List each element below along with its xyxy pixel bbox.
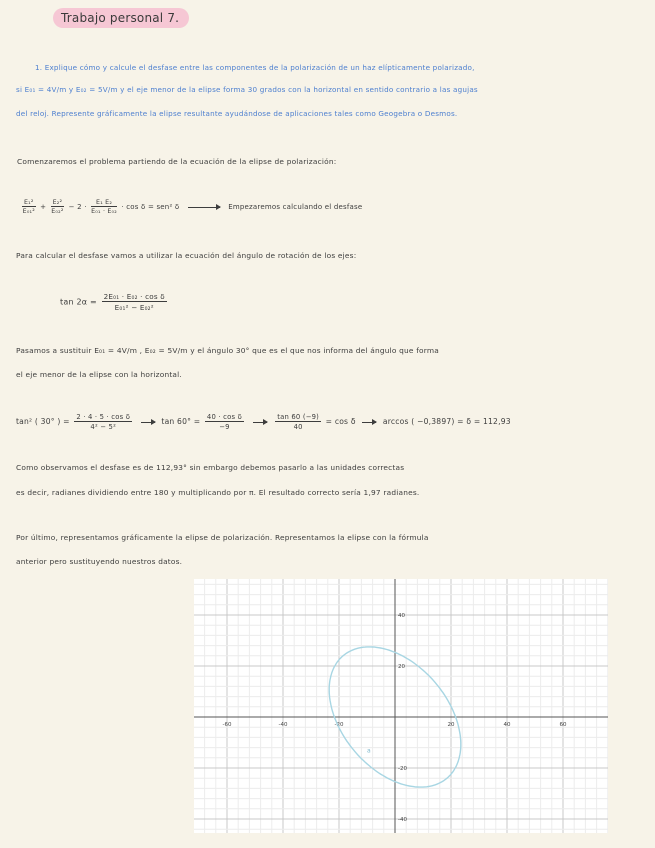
numerator: E₂²: [52, 199, 63, 206]
final-text-1: Por último, representamos gráficamente la elipse de polarización. Representamos la elipse con la fórmula: [16, 533, 429, 542]
arrow-right-icon: [188, 207, 220, 208]
equation-note: Empezaremos calculando el desfase: [228, 203, 363, 211]
conclusion-text-1: Como observamos el desfase es de 112,93° sin embargo debemos pasarlo a las unidades correctas: [16, 463, 405, 472]
ellipse-graph: [194, 579, 608, 833]
denominator: E₀₁ · E₀₂: [91, 208, 117, 215]
fraction: [275, 413, 321, 431]
operator: +: [40, 203, 47, 211]
fraction: [205, 413, 244, 431]
substitution-text-1: Pasamos a sustituir E₀₁ = 4V/m , E₀₂ = 5V/m y el ángulo 30° que es el que nos informa del ángulo que forma: [16, 346, 439, 355]
equation-part: tan 60° =: [161, 417, 201, 426]
y-tick-label: -40: [398, 817, 407, 823]
page-title: Trabajo personal 7.: [53, 8, 189, 28]
final-text-2: anterior pero sustituyendo nuestros datos.: [16, 557, 183, 566]
point-label: a: [367, 747, 371, 755]
arrow-right-icon: [362, 422, 376, 423]
problem-line-2: si E₀₁ = 4V/m y E₀₂ = 5V/m y el eje menor de la elipse forma 30 grados con la horizontal en sentido contrario a las agujas: [16, 85, 478, 94]
ellipse-equation: [20, 199, 362, 215]
x-tick-label: -20: [334, 722, 344, 728]
equation-lhs: tan 2α =: [60, 297, 97, 307]
numerator: tan 60 (−9): [277, 413, 320, 421]
fraction: [74, 413, 132, 431]
equation-part: tan² ( 30° ) =: [16, 417, 70, 426]
operator: − 2 ·: [68, 203, 87, 211]
solution-equation: [16, 413, 511, 431]
fraction: [91, 199, 117, 215]
denominator: −9: [219, 423, 230, 431]
denominator: E₀₁² − E₀₂²: [114, 303, 154, 312]
conclusion-text-2: es decir, radianes dividiendo entre 180 y multiplicando por π. El resultado correcto sería 1,97 radianes.: [16, 488, 420, 497]
x-tick-label: 40: [503, 722, 511, 728]
denominator: 40: [293, 423, 303, 431]
problem-line-3: del reloj. Represente gráficamente la elipse resultante ayudándose de aplicaciones tales como Geogebra o Desmos.: [16, 109, 458, 118]
y-tick-label: 40: [398, 613, 405, 619]
arrow-right-icon: [253, 422, 267, 423]
equation-part: = cos δ: [325, 417, 356, 426]
denominator: E₀₂²: [51, 208, 64, 215]
equation-result: arccos ( −0,3897) = δ = 112,93: [382, 417, 511, 426]
fraction: [102, 292, 167, 312]
x-tick-label: 60: [559, 722, 567, 728]
substitution-text-2: el eje menor de la elipse con la horizontal.: [16, 370, 182, 379]
graph-canvas: [194, 579, 608, 833]
numerator: 40 · cos δ: [206, 413, 242, 421]
numerator: E₁²: [24, 199, 34, 206]
y-tick-label: -20: [398, 766, 407, 772]
numerator: E₁ E₂: [91, 199, 117, 207]
arrow-right-icon: [141, 422, 155, 423]
calc-intro-text: Para calcular el desfase vamos a utilizar la ecuación del ángulo de rotación de los ejes:: [16, 251, 357, 260]
denominator: E₀₁²: [22, 208, 35, 215]
equation-tail: · cos δ = sen² δ: [121, 203, 180, 211]
y-tick-label: 20: [398, 664, 405, 670]
x-tick-label: -40: [278, 722, 288, 728]
numerator: 2 · 4 · 5 · cos δ: [76, 413, 131, 421]
x-tick-label: -60: [222, 722, 232, 728]
fraction: [22, 199, 36, 215]
problem-line-1: 1. Explique cómo y calcule el desfase entre las componentes de la polarización de un haz elípticamente polarizado,: [35, 63, 475, 72]
rotation-equation: [60, 292, 169, 312]
intro-text: Comenzaremos el problema partiendo de la ecuación de la elipse de polarización:: [17, 157, 337, 166]
fraction: [51, 199, 65, 215]
x-tick-label: 20: [447, 722, 455, 728]
numerator: 2E₀₁ · E₀₂ · cos δ: [103, 292, 165, 301]
denominator: 4² − 5²: [90, 423, 117, 431]
